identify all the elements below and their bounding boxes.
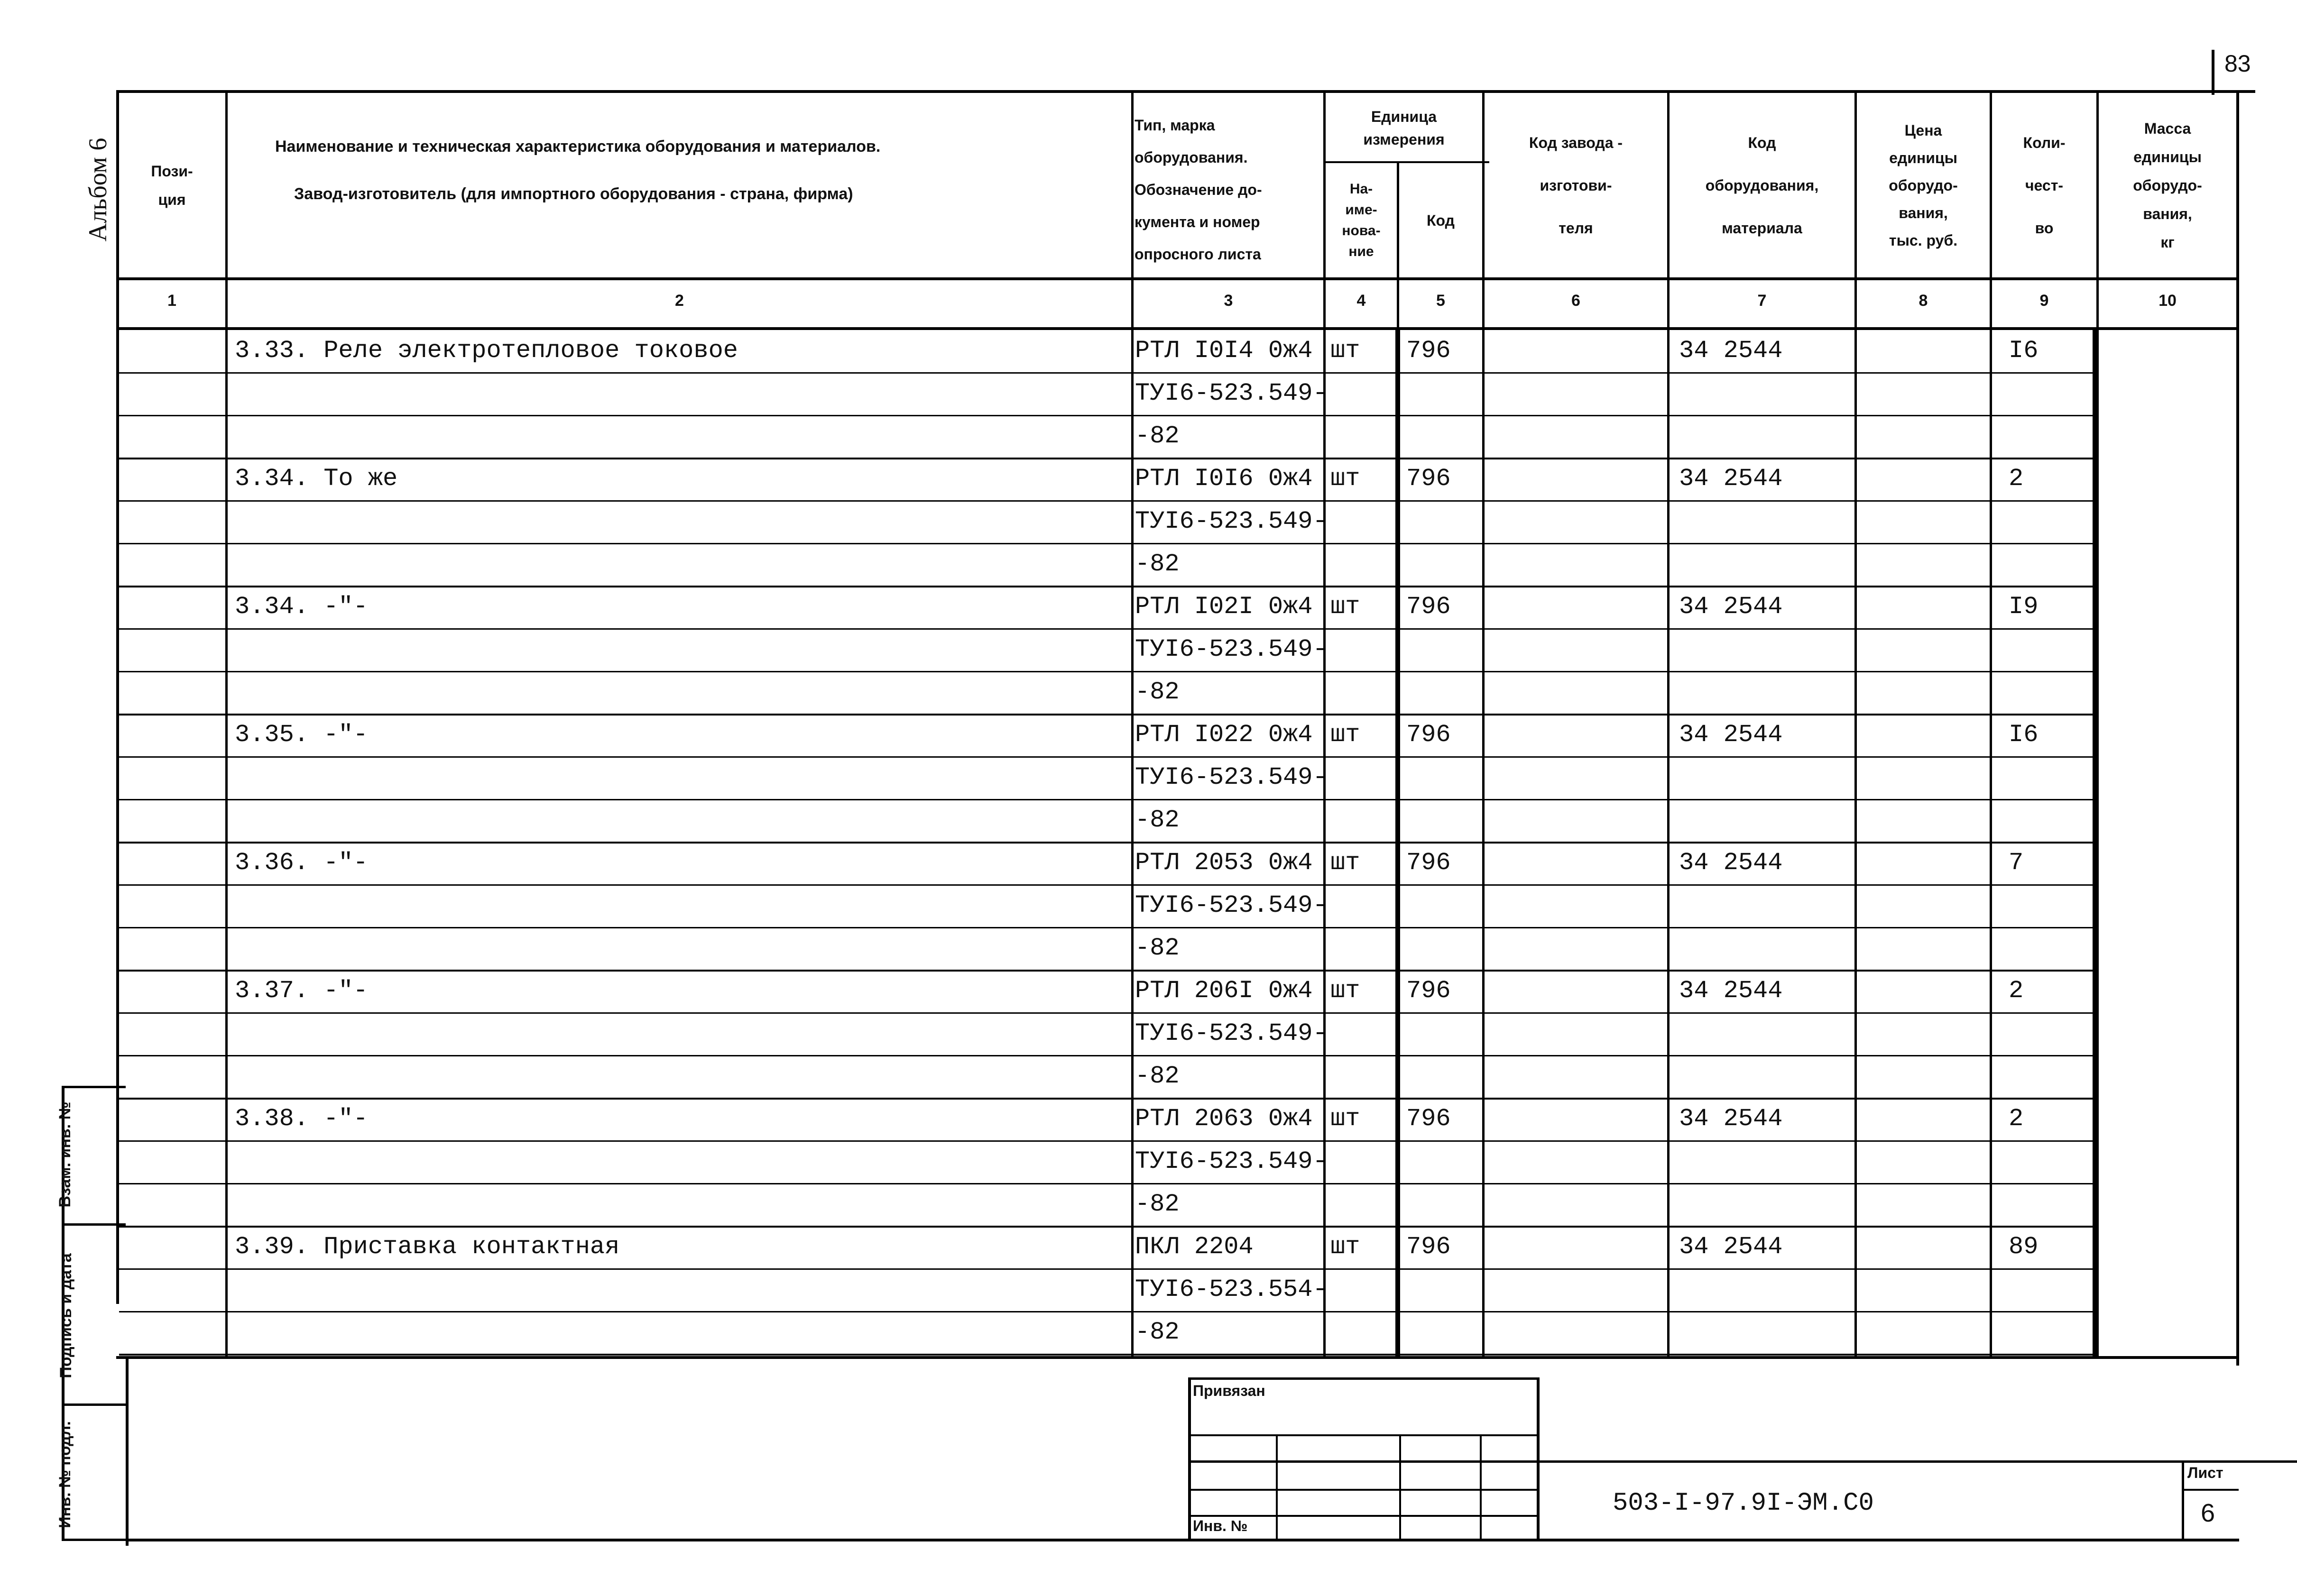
item-name: 3.37. -"-	[235, 977, 368, 1005]
column-number: 6	[1571, 292, 1580, 310]
header-unit-code: Код	[1427, 211, 1455, 229]
item-doc-line2: -82	[1135, 1062, 1180, 1090]
column-number: 7	[1757, 292, 1767, 310]
item-unit-code: 796	[1406, 721, 1451, 749]
item-quantity: I9	[2009, 593, 2039, 621]
item-unit-code: 796	[1406, 337, 1451, 365]
item-doc-line1: ТУI6-523.549-	[1135, 1147, 1328, 1175]
header-equipment-code: Код оборудования, материала	[1705, 134, 1819, 237]
item-name: 3.38. -"-	[235, 1105, 368, 1133]
item-type: РТЛ I0I4 0ж4	[1135, 337, 1313, 365]
header-type: Тип, марка оборудования. Обозначение до- кумента и номер опросного листа	[1135, 117, 1262, 263]
item-quantity: 2	[2009, 977, 2024, 1005]
side-label-sign-date: Подпись и дата	[57, 1253, 75, 1378]
item-unit: шт	[1330, 465, 1360, 493]
item-name: 3.33. Реле электротепловое токовое	[235, 337, 738, 365]
item-type: РТЛ I0I6 0ж4	[1135, 465, 1313, 493]
column-number: 10	[2159, 292, 2177, 310]
item-name: 3.34. -"-	[235, 593, 368, 621]
item-doc-line1: ТУI6-523.549-	[1135, 507, 1328, 535]
item-unit-code: 796	[1406, 977, 1451, 1005]
item-doc-line1: ТУI6-523.554-	[1135, 1275, 1328, 1303]
album-label: Альбом 6	[83, 138, 112, 242]
item-unit-code: 796	[1406, 849, 1451, 877]
item-unit: шт	[1330, 721, 1360, 749]
header-quantity: Коли- чест- во	[2023, 134, 2066, 237]
item-equipment-code: 34 2544	[1679, 1233, 1783, 1261]
column-number: 2	[675, 292, 684, 310]
stamp-attached: Привязан	[1193, 1382, 1265, 1399]
item-name: 3.34. То же	[235, 465, 398, 493]
column-number: 8	[1919, 292, 1928, 310]
item-type: РТЛ 2053 0ж4	[1135, 849, 1313, 877]
item-equipment-code: 34 2544	[1679, 337, 1783, 365]
item-type: РТЛ I02I 0ж4	[1135, 593, 1313, 621]
page-number: 83	[2224, 50, 2251, 77]
item-unit-code: 796	[1406, 1233, 1451, 1261]
item-doc-line2: -82	[1135, 934, 1180, 962]
item-quantity: I6	[2009, 337, 2039, 365]
item-unit-code: 796	[1406, 593, 1451, 621]
header-position: Пози- ция	[151, 162, 193, 208]
item-name: 3.36. -"-	[235, 849, 368, 877]
item-equipment-code: 34 2544	[1679, 977, 1783, 1005]
header-name-line2: Завод-изготовитель (для импортного оборудования - страна, фирма)	[294, 185, 853, 203]
item-doc-line2: -82	[1135, 678, 1180, 706]
item-equipment-code: 34 2544	[1679, 593, 1783, 621]
item-doc-line2: -82	[1135, 422, 1180, 450]
item-quantity: 2	[2009, 465, 2024, 493]
item-equipment-code: 34 2544	[1679, 1105, 1783, 1133]
item-unit-code: 796	[1406, 465, 1451, 493]
item-unit: шт	[1330, 1233, 1360, 1261]
column-number: 4	[1356, 292, 1366, 310]
item-doc-line1: ТУI6-523.549-	[1135, 763, 1328, 791]
stamp-sheet-label: Лист	[2187, 1464, 2223, 1481]
item-doc-line1: ТУI6-523.549-	[1135, 379, 1328, 407]
item-quantity: 89	[2009, 1233, 2039, 1261]
stamp-doc-code: 503-I-97.9I-ЭМ.С0	[1613, 1489, 1874, 1518]
item-name: 3.35. -"-	[235, 721, 368, 749]
header-factory-code: Код завода - изготови- теля	[1529, 134, 1623, 237]
item-unit: шт	[1330, 593, 1360, 621]
header-unit-group: Единица измерения	[1363, 108, 1445, 148]
item-unit: шт	[1330, 1105, 1360, 1133]
side-label-inv-orig: Инв. № подл.	[56, 1421, 74, 1528]
header-price: Цена единицы оборудо- вания, тыс. руб.	[1889, 121, 1958, 249]
column-number: 3	[1224, 292, 1233, 310]
header-name-line1: Наименование и техническая характеристика оборудования и материалов.	[275, 138, 881, 156]
column-number: 5	[1436, 292, 1445, 310]
item-doc-line2: -82	[1135, 806, 1180, 834]
item-equipment-code: 34 2544	[1679, 721, 1783, 749]
stamp-inv-no: Инв. №	[1193, 1517, 1248, 1534]
header-unit-name: На- име- нова- ние	[1342, 181, 1381, 259]
item-quantity: I6	[2009, 721, 2039, 749]
item-unit-code: 796	[1406, 1105, 1451, 1133]
item-unit: шт	[1330, 337, 1360, 365]
item-unit: шт	[1330, 849, 1360, 877]
item-doc-line1: ТУI6-523.549-	[1135, 891, 1328, 919]
header-mass: Масса единицы оборудо- вания, кг	[2133, 119, 2202, 251]
item-quantity: 7	[2009, 849, 2024, 877]
item-type: РТЛ 2063 0ж4	[1135, 1105, 1313, 1133]
item-quantity: 2	[2009, 1105, 2024, 1133]
item-doc-line1: ТУI6-523.549-	[1135, 635, 1328, 663]
item-equipment-code: 34 2544	[1679, 465, 1783, 493]
item-doc-line1: ТУI6-523.549-	[1135, 1019, 1328, 1047]
item-type: РТЛ 206I 0ж4	[1135, 977, 1313, 1005]
item-doc-line2: -82	[1135, 1318, 1180, 1346]
column-number: 1	[167, 292, 176, 310]
item-doc-line2: -82	[1135, 550, 1180, 578]
item-unit: шт	[1330, 977, 1360, 1005]
column-number: 9	[2039, 292, 2049, 310]
item-equipment-code: 34 2544	[1679, 849, 1783, 877]
stamp-sheet-number: 6	[2201, 1499, 2215, 1527]
item-type: РТЛ I022 0ж4	[1135, 721, 1313, 749]
item-name: 3.39. Приставка контактная	[235, 1233, 620, 1261]
side-label-replace-inv: Взам. инв. №	[56, 1101, 74, 1208]
item-type: ПКЛ 2204	[1135, 1233, 1254, 1261]
item-doc-line2: -82	[1135, 1190, 1180, 1218]
